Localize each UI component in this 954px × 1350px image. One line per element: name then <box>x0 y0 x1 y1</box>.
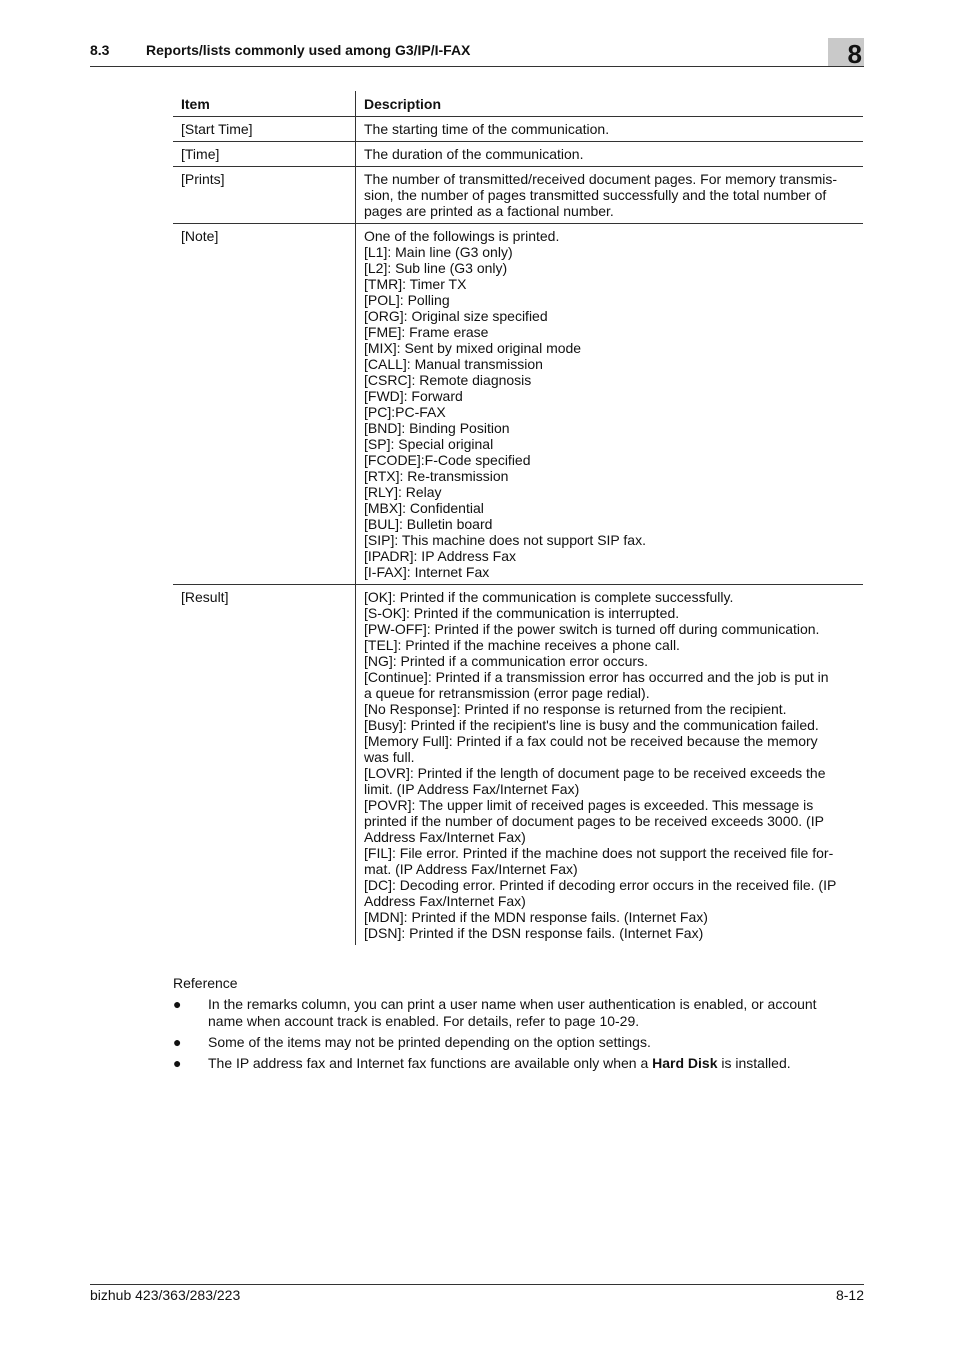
description-line: [POVR]: The upper limit of received pages is exceeded. This message is <box>364 797 814 813</box>
description-line: [BUL]: Bulletin board <box>364 516 493 532</box>
description-line: Address Fax/Internet Fax) <box>364 893 526 909</box>
description-line: [I-FAX]: Internet Fax <box>364 564 490 580</box>
description-line: [PC]:PC-FAX <box>364 404 446 420</box>
note-text: In the remarks column, you can print a user name when user authentication is enabled, or account <box>208 996 817 1012</box>
product-model: bizhub 423/363/283/223 <box>90 1287 241 1303</box>
table-row <box>173 117 863 142</box>
table-body <box>173 117 863 946</box>
description-line: a queue for retransmission (error page redial). <box>364 685 650 701</box>
description-line: [CALL]: Manual transmission <box>364 356 543 372</box>
page-number: 8-12 <box>835 1287 864 1303</box>
description-line: [No Response]: Printed if no response is returned from the recipient. <box>364 701 787 717</box>
section-title: Reports/lists commonly used among G3/IP/I-FAX <box>146 42 471 58</box>
description-cell <box>356 117 864 142</box>
hard-disk-term: Hard Disk <box>652 1055 718 1071</box>
item-cell: [Time] <box>173 142 356 167</box>
description-line: [OK]: Printed if the communication is complete successfully. <box>364 589 734 605</box>
description-line: [FIL]: File error. Printed if the machine does not support the received file for- <box>364 845 834 861</box>
note-text: Some of the items may not be printed depending on the option settings. <box>208 1034 651 1050</box>
note-text-post: is installed. <box>717 1055 791 1071</box>
table-row <box>173 224 863 585</box>
description-line: The duration of the communication. <box>364 146 584 162</box>
description-cell <box>356 585 864 946</box>
description-line: [L1]: Main line (G3 only) <box>364 244 513 260</box>
description-line: [Continue]: Printed if a transmission error has occurred and the job is put in <box>364 669 829 685</box>
table-row <box>173 142 863 167</box>
column-header-description: Description <box>356 91 864 117</box>
section-number: 8.3 <box>90 42 110 58</box>
description-line: [SIP]: This machine does not support SIP fax. <box>364 532 646 548</box>
description-line: [DSN]: Printed if the DSN response fails. (Internet Fax) <box>364 925 704 941</box>
reference-notes-list <box>173 996 863 1076</box>
description-line: [CSRC]: Remote diagnosis <box>364 372 532 388</box>
description-line: limit. (IP Address Fax/Internet Fax) <box>364 781 580 797</box>
description-line: [FCODE]:F-Code specified <box>364 452 531 468</box>
description-line: [BND]: Binding Position <box>364 420 510 436</box>
description-line: was full. <box>364 749 415 765</box>
bullet-icon: ● <box>173 1034 182 1050</box>
description-line: pages are printed as a factional number. <box>364 203 614 219</box>
description-cell <box>356 224 864 585</box>
description-cell <box>356 167 864 224</box>
description-line: The number of transmitted/received document pages. For memory transmis- <box>364 171 838 187</box>
description-line: [Memory Full]: Printed if a fax could not be received because the memory <box>364 733 818 749</box>
description-line: The starting time of the communication. <box>364 121 610 137</box>
item-cell: [Start Time] <box>173 117 356 142</box>
description-line: [Busy]: Printed if the recipient's line is busy and the communication failed. <box>364 717 819 733</box>
description-line: printed if the number of document pages to be received exceeds 3000. (IP <box>364 813 824 829</box>
description-line: [NG]: Printed if a communication error occurs. <box>364 653 648 669</box>
description-line: [L2]: Sub line (G3 only) <box>364 260 508 276</box>
description-cell <box>356 142 864 167</box>
description-line: [SP]: Special original <box>364 436 494 452</box>
page-header <box>90 38 864 67</box>
table-row <box>173 585 863 946</box>
description-line: [TMR]: Timer TX <box>364 276 467 292</box>
note-text <box>208 1055 863 1072</box>
note-text: name when account track is enabled. For details, refer to page 10-29. <box>208 1013 640 1029</box>
note-text-pre: The IP address fax and Internet fax functions are available only when a <box>208 1055 653 1071</box>
description-line: [ORG]: Original size specified <box>364 308 548 324</box>
reference-note <box>173 996 863 1030</box>
description-line: [DC]: Decoding error. Printed if decoding error occurs in the received file. (IP <box>364 877 837 893</box>
table-header-row <box>173 91 863 117</box>
description-line: [MBX]: Confidential <box>364 500 484 516</box>
reference-heading: Reference <box>173 975 238 991</box>
description-line: [FME]: Frame erase <box>364 324 489 340</box>
bullet-icon: ● <box>173 1055 182 1071</box>
description-line: [RTX]: Re-transmission <box>364 468 509 484</box>
reference-note <box>173 1055 863 1072</box>
description-line: [POL]: Polling <box>364 292 450 308</box>
description-line: [LOVR]: Printed if the length of document page to be received exceeds the <box>364 765 826 781</box>
description-line: mat. (IP Address Fax/Internet Fax) <box>364 861 578 877</box>
description-line: One of the followings is printed. <box>364 228 560 244</box>
page-footer <box>90 1284 864 1303</box>
description-line: [PW-OFF]: Printed if the power switch is turned off during communication. <box>364 621 820 637</box>
item-description-table <box>173 91 863 945</box>
description-line: [IPADR]: IP Address Fax <box>364 548 516 564</box>
item-cell: [Prints] <box>173 167 356 224</box>
description-line: [MDN]: Printed if the MDN response fails. (Internet Fax) <box>364 909 708 925</box>
description-line: [FWD]: Forward <box>364 388 463 404</box>
description-line: [RLY]: Relay <box>364 484 442 500</box>
description-line: [TEL]: Printed if the machine receives a phone call. <box>364 637 680 653</box>
column-header-item: Item <box>173 91 356 117</box>
table-row <box>173 167 863 224</box>
description-line: [S-OK]: Printed if the communication is interrupted. <box>364 605 680 621</box>
description-line: [MIX]: Sent by mixed original mode <box>364 340 582 356</box>
description-line: sion, the number of pages transmitted successfully and the total number of <box>364 187 827 203</box>
description-line: Address Fax/Internet Fax) <box>364 829 526 845</box>
item-cell: [Note] <box>173 224 356 585</box>
chapter-number-badge: 8 <box>828 38 864 66</box>
bullet-icon: ● <box>173 996 182 1012</box>
item-cell: [Result] <box>173 585 356 946</box>
reference-note <box>173 1034 863 1051</box>
